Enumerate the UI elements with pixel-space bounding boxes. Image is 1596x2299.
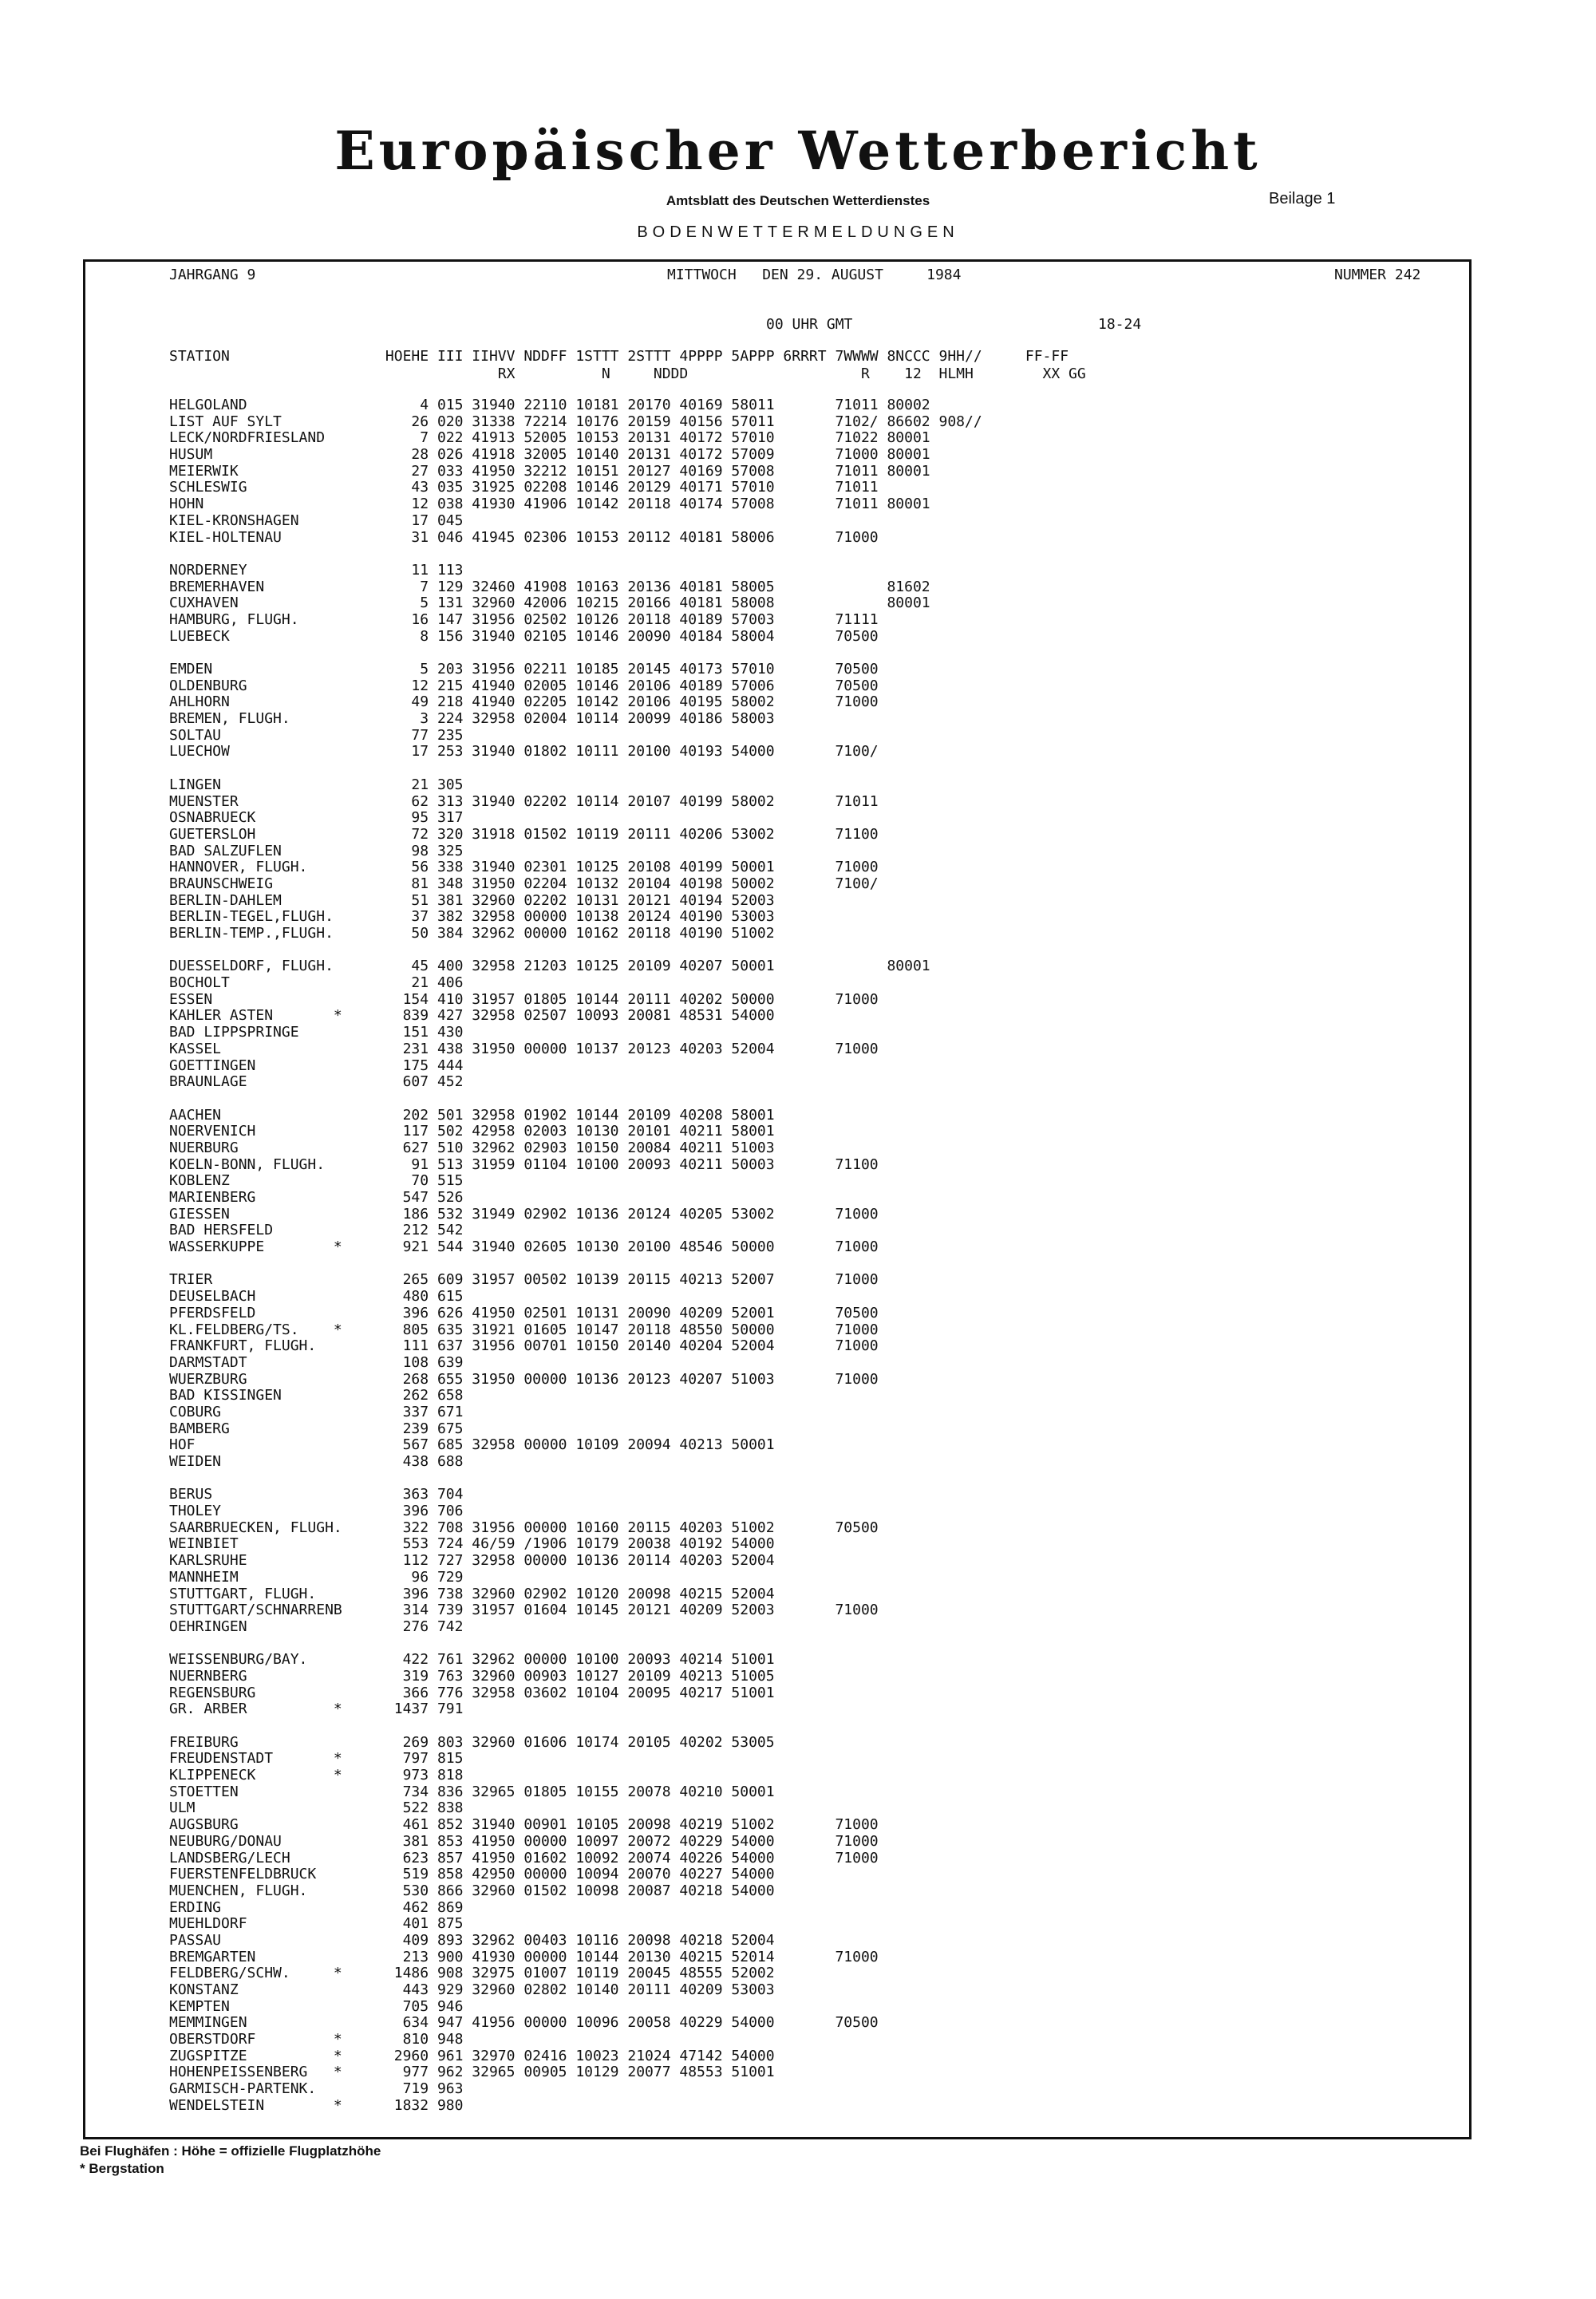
station-row: MARIENBERG 547 526	[169, 1189, 464, 1206]
station-row: BREMGARTEN 213 900 41930 00000 10144 20130 40215 52014 71000	[169, 1948, 879, 1965]
section-title: BODENWETTERMELDUNGEN	[637, 223, 959, 241]
group-separator	[169, 1718, 982, 1735]
station-row: BERLIN-TEGEL,FLUGH. 37 382 32958 00000 10138 20124 40190 53003	[169, 908, 775, 926]
station-row: COBURG 337 671	[169, 1403, 464, 1420]
station-row: WASSERKUPPE * 921 544 31940 02605 10130 20100 48546 50000 71000	[169, 1238, 879, 1256]
station-row: BAD KISSINGEN 262 658	[169, 1387, 464, 1404]
group-separator	[169, 1636, 982, 1653]
station-row: NOERVENICH 117 502 42958 02003 10130 20101 40211 58001	[169, 1123, 775, 1140]
station-row: OEHRINGEN 276 742	[169, 1618, 464, 1635]
station-row: DEUSELBACH 480 615	[169, 1288, 464, 1306]
station-row: BERUS 363 704	[169, 1486, 464, 1503]
station-row: BREMEN, FLUGH. 3 224 32958 02004 10114 20099 40186 58003	[169, 710, 775, 728]
station-row: WEINBIET 553 724 46/59 /1906 10179 20038 40192 54000	[169, 1535, 775, 1553]
station-row: SOLTAU 77 235	[169, 726, 464, 744]
jahrgang-label: JAHRGANG 9	[169, 267, 256, 283]
station-row: AUGSBURG 461 852 31940 00901 10105 20098 40219 51002 71000	[169, 1816, 879, 1834]
station-row: HOHENPEISSENBERG * 977 962 32965 00905 10129 20077 48553 51001	[169, 2064, 775, 2081]
footnote-airports: Bei Flughäfen : Höhe = offizielle Flugplatzhöhe	[80, 2143, 381, 2159]
station-row: GOETTINGEN 175 444	[169, 1057, 464, 1074]
station-row: BRAUNSCHWEIG 81 348 31950 02204 10132 20104 40198 50002 7100/	[169, 875, 879, 892]
station-row: BREMERHAVEN 7 129 32460 41908 10163 20136 40181 58005 81602	[169, 578, 930, 595]
station-row: MEIERWIK 27 033 41950 32212 10151 20127 40169 57008 71011 80001	[169, 462, 930, 480]
station-row: THOLEY 396 706	[169, 1503, 464, 1520]
station-row: HUSUM 28 026 41918 32005 10140 20131 40172 57009 71000 80001	[169, 446, 930, 464]
station-row: BERLIN-DAHLEM 51 381 32960 02202 10131 20121 40194 52003	[169, 891, 775, 909]
footnote-mountain: * Bergstation	[80, 2161, 164, 2176]
station-row: HELGOLAND 4 015 31940 22110 10181 20170 40169 58011 71011 80002	[169, 397, 930, 413]
group-separator	[169, 760, 982, 777]
station-row: NORDERNEY 11 113	[169, 561, 464, 579]
station-row: ESSEN 154 410 31957 01805 10144 20111 40202 50000 71000	[169, 990, 879, 1008]
station-row: BRAUNLAGE 607 452	[169, 1073, 464, 1091]
station-row: LINGEN 21 305	[169, 776, 464, 793]
station-row: FREIBURG 269 803 32960 01606 10174 20105 40202 53005	[169, 1733, 775, 1751]
station-row: KAHLER ASTEN * 839 427 32958 02507 10093 20081 48531 54000	[169, 1007, 775, 1025]
station-row: LIST AUF SYLT 26 020 31338 72214 10176 20159 40156 57011 7102/ 86602 908//	[169, 413, 982, 430]
station-row: KIEL-HOLTENAU 31 046 41945 02306 10153 20112 40181 58006 71000	[169, 528, 879, 546]
nummer-label: NUMMER 242	[1334, 267, 1421, 283]
station-row: MEMMINGEN 634 947 41956 00000 10096 20058 40229 54000 70500	[169, 2014, 879, 2032]
station-row: HOF 567 685 32958 00000 10109 20094 40213 50001	[169, 1436, 775, 1454]
group-separator	[169, 546, 982, 563]
station-row: KLIPPENECK * 973 818	[169, 1767, 464, 1784]
station-row: PFERDSFELD 396 626 41950 02501 10131 20090 40209 52001 70500	[169, 1304, 879, 1321]
station-row: BAD LIPPSPRINGE 151 430	[169, 1024, 464, 1041]
station-row: MUENCHEN, FLUGH. 530 866 32960 01502 10098 20087 40218 54000	[169, 1882, 775, 1899]
station-row: STUTTGART, FLUGH. 396 738 32960 02902 10120 20098 40215 52004	[169, 1585, 775, 1602]
station-row: SAARBRUECKEN, FLUGH. 322 708 31956 00000 10160 20115 40203 51002 70500	[169, 1519, 879, 1536]
station-row: STOETTEN 734 836 32965 01805 10155 20078 40210 50001	[169, 1783, 775, 1800]
station-row: WEISSENBURG/BAY. 422 761 32962 00000 10100 20093 40214 51001	[169, 1651, 775, 1669]
station-row: BOCHOLT 21 406	[169, 974, 464, 992]
station-row: GIESSEN 186 532 31949 02902 10136 20124 40205 53002 71000	[169, 1205, 879, 1223]
station-row: BAMBERG 239 675	[169, 1420, 464, 1437]
station-row: OLDENBURG 12 215 41940 02005 10146 20106 40189 57006 70500	[169, 677, 879, 694]
station-row: NUERBURG 627 510 32962 02903 10150 20084 40211 51003	[169, 1139, 775, 1156]
station-row: LUECHOW 17 253 31940 01802 10111 20100 40193 54000 7100/	[169, 743, 879, 760]
station-row: WEIDEN 438 688	[169, 1453, 464, 1470]
station-row: WENDELSTEIN * 1832 980	[169, 2096, 464, 2114]
station-row: BAD SALZUFLEN 98 325	[169, 842, 464, 859]
station-row: STUTTGART/SCHNARRENB 314 739 31957 01604 10145 20121 40209 52003 71000	[169, 1602, 879, 1619]
station-table	[169, 397, 982, 2115]
station-row: NUERNBERG 319 763 32960 00903 10127 20109 40213 51005	[169, 1667, 775, 1685]
station-row: KONSTANZ 443 929 32960 02802 10140 20111 40209 53003	[169, 1981, 775, 1998]
station-row: HAMBURG, FLUGH. 16 147 31956 02502 10126 20118 40189 57003 71111	[169, 610, 879, 628]
station-row: SCHLESWIG 43 035 31925 02208 10146 20129 40171 57010 71011	[169, 479, 879, 496]
page-subtitle: Amtsblatt des Deutschen Wetterdienstes	[666, 193, 930, 208]
station-row: KIEL-KRONSHAGEN 17 045	[169, 512, 464, 529]
group-separator	[169, 1256, 982, 1273]
station-row: KASSEL 231 438 31950 00000 10137 20123 40203 52004 71000	[169, 1040, 879, 1057]
group-separator	[169, 1091, 982, 1108]
station-row: ZUGSPITZE * 2960 961 32970 02416 10023 21024 47142 54000	[169, 2047, 775, 2064]
column-header-line2: RX N NDDD R 12 HLMH XX GG	[169, 365, 1086, 382]
station-row: HOHN 12 038 41930 41906 10142 20118 40174 57008 71011 80001	[169, 496, 930, 513]
station-row: DUESSELDORF, FLUGH. 45 400 32958 21203 10125 20109 40207 50001 80001	[169, 958, 930, 975]
beilage-label: Beilage 1	[1269, 190, 1336, 207]
station-row: REGENSBURG 366 776 32958 03602 10104 20095 40217 51001	[169, 1684, 775, 1701]
station-row: KL.FELDBERG/TS. * 805 635 31921 01605 10147 20118 48550 50000 71000	[169, 1321, 879, 1338]
station-row: AHLHORN 49 218 41940 02205 10142 20106 40195 58002 71000	[169, 693, 879, 711]
date-label: MITTWOCH DEN 29. AUGUST 1984	[667, 267, 962, 283]
station-row: ULM 522 838	[169, 1799, 464, 1817]
station-row: MANNHEIM 96 729	[169, 1568, 464, 1586]
station-row: NEUBURG/DONAU 381 853 41950 00000 10097 20072 40229 54000 71000	[169, 1832, 879, 1850]
station-row: GARMISCH-PARTENK. 719 963	[169, 2080, 464, 2098]
station-row: WUERZBURG 268 655 31950 00000 10136 20123 40207 51003 71000	[169, 1370, 879, 1388]
station-row: LECK/NORDFRIESLAND 7 022 41913 52005 10153 20131 40172 57010 71022 80001	[169, 429, 930, 447]
station-row: GUETERSLOH 72 320 31918 01502 10119 20111 40206 53002 71100	[169, 825, 879, 843]
station-row: TRIER 265 609 31957 00502 10139 20115 40213 52007 71000	[169, 1271, 879, 1289]
time-label: 00 UHR GMT	[766, 316, 853, 333]
station-row: KOELN-BONN, FLUGH. 91 513 31959 01104 10100 20093 40211 50003 71100	[169, 1155, 879, 1173]
station-row: HANNOVER, FLUGH. 56 338 31940 02301 10125 20108 40199 50001 71000	[169, 859, 879, 876]
station-row: DARMSTADT 108 639	[169, 1353, 464, 1371]
station-row: KARLSRUHE 112 727 32958 00000 10136 20114 40203 52004	[169, 1552, 775, 1570]
station-row: MUENSTER 62 313 31940 02202 10114 20107 40199 58002 71011	[169, 792, 879, 810]
station-row: MUEHLDORF 401 875	[169, 1915, 464, 1933]
group-separator	[169, 645, 982, 662]
station-row: KOBLENZ 70 515	[169, 1172, 464, 1190]
station-row: BAD HERSFELD 212 542	[169, 1222, 464, 1239]
group-separator	[169, 942, 982, 959]
group-separator	[169, 1471, 982, 1487]
range-label: 18-24	[1098, 316, 1142, 333]
station-row: FELDBERG/SCHW. * 1486 908 32975 01007 10119 20045 48555 52002	[169, 1965, 775, 1982]
station-row: KEMPTEN 705 946	[169, 1997, 464, 2015]
station-row: AACHEN 202 501 32958 01902 10144 20109 40208 58001	[169, 1106, 775, 1124]
station-row: PASSAU 409 893 32962 00403 10116 20098 40218 52004	[169, 1931, 775, 1949]
page-title: Europäischer Wetterbericht	[334, 120, 1262, 182]
station-row: OSNABRUECK 95 317	[169, 809, 464, 827]
station-row: EMDEN 5 203 31956 02211 10185 20145 40173 57010 70500	[169, 661, 879, 677]
column-header-line1: STATION HOEHE III IIHVV NDDFF 1STTT 2STTT 4PPPP 5APPP 6RRRT 7WWWW 8NCCC 9HH// FF-FF	[169, 348, 1069, 365]
station-row: OBERSTDORF * 810 948	[169, 2031, 464, 2048]
station-row: CUXHAVEN 5 131 32960 42006 10215 20166 40181 58008 80001	[169, 595, 930, 612]
station-row: LANDSBERG/LECH 623 857 41950 01602 10092 20074 40226 54000 71000	[169, 1849, 879, 1866]
station-row: FREUDENSTADT * 797 815	[169, 1750, 464, 1768]
station-row: FRANKFURT, FLUGH. 111 637 31956 00701 10150 20140 40204 52004 71000	[169, 1337, 879, 1355]
station-row: ERDING 462 869	[169, 1898, 464, 1916]
station-row: FUERSTENFELDBRUCK 519 858 42950 00000 10094 20070 40227 54000	[169, 1866, 775, 1883]
station-row: LUEBECK 8 156 31940 02105 10146 20090 40184 58004 70500	[169, 627, 879, 645]
station-row: GR. ARBER * 1437 791	[169, 1701, 464, 1718]
station-row: BERLIN-TEMP.,FLUGH. 50 384 32962 00000 10162 20118 40190 51002	[169, 925, 775, 942]
